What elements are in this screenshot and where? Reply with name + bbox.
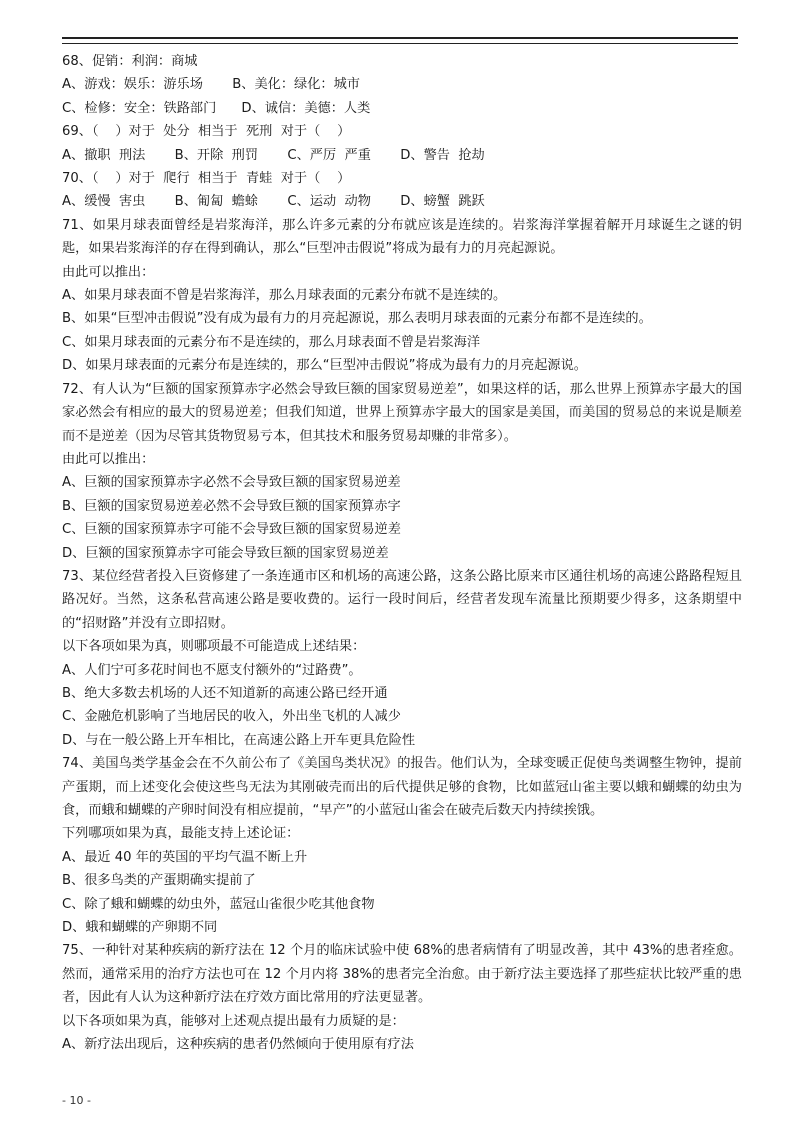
q73-stem: 73、某位经营者投入巨资修建了一条连通市区和机场的高速公路，这条公路比原来市区通往机场的高速公路路程短且路况好。当然，这条私营高速公路是要收费的。运行一段时间后，经营者发现车流量比预期要少得多，这条期望中的“招财路”并没有立即招财。 xyxy=(62,568,742,631)
q69-stem: 69、（ ）对于 处分 相当于 死刑 对于（ ） xyxy=(62,124,351,140)
q71-option-d: D、如果月球表面的元素分布是连续的，那么“巨型冲击假说”将成为最有力的月亮起源说。 xyxy=(62,358,587,374)
page-number: - 10 - xyxy=(62,1094,91,1107)
q73-option-a: A、人们宁可多花时间也不愿支付额外的“过路费”。 xyxy=(62,662,362,678)
q74-option-c: C、除了蛾和蝴蝶的幼虫外，蓝冠山雀很少吃其他食物 xyxy=(62,896,375,912)
q72-option-d: D、巨额的国家预算赤字可能会导致巨额的国家贸易逆差 xyxy=(62,545,389,561)
q74-option-d: D、蛾和蝴蝶的产卵期不同 xyxy=(62,920,218,936)
q73-option-d: D、与在一般公路上开车相比，在高速公路上开车更具危险性 xyxy=(62,732,416,748)
q72-prompt: 由此可以推出： xyxy=(62,451,155,467)
header-rule-thick xyxy=(62,37,738,39)
q71-option-b: B、如果“巨型冲击假说”没有成为最有力的月亮起源说，那么表明月球表面的元素分布都不是连续的。 xyxy=(62,311,652,327)
q74-option-b: B、很多鸟类的产蛋期确实提前了 xyxy=(62,873,256,889)
q75-prompt: 以下各项如果为真，能够对上述观点提出最有力质疑的是： xyxy=(62,1013,405,1029)
header-rule-thin xyxy=(62,43,738,44)
q68-options-cd: C、检修：安全：铁路部门 D、诚信：美德：人类 xyxy=(62,100,371,116)
q74-stem: 74、美国鸟类学基金会在不久前公布了《美国鸟类状况》的报告。他们认为，全球变暖正促使鸟类调整生物钟，提前产蛋期，而上述变化会使这些鸟无法为其刚破壳而出的后代提供足够的食物，比如蓝冠山雀主要以蛾和蝴蝶的幼虫为食，而蛾和蝴蝶的产卵时间没有相应提前，“早产”的小蓝冠山雀会在破壳后数天内持续挨饿。 xyxy=(62,756,742,818)
q73-option-b: B、绝大多数去机场的人还不知道新的高速公路已经开通 xyxy=(62,685,388,701)
q71-prompt: 由此可以推出： xyxy=(62,264,155,280)
q73-prompt: 以下各项如果为真，则哪项最不可能造成上述结果： xyxy=(62,639,366,655)
q75-stem: 75、一种针对某种疾病的新疗法在 12 个月的临床试验中使 68%的患者病情有了明显改善，其中 43%的患者痊愈。然而，通常采用的治疗方法也可在 12 个月内将 38%的患者完全治愈。由于新疗法主要选择了那些症状比较严重的患者，因此有人认为这种新疗法在疗效方面比常用的疗法更显著。 xyxy=(62,943,742,1006)
q72-stem: 72、有人认为“巨额的国家预算赤字必然会导致巨额的国家贸易逆差”，如果这样的话，那么世界上预算赤字最大的国家必然会有相应的最大的贸易逆差；但我们知道，世界上预算赤字最大的国家是美国，而美国的贸易总的来说是顺差而不是逆差（因为尽管其货物贸易亏本，但其技术和服务贸易却赚的非常多）。 xyxy=(62,381,742,444)
q74-option-a: A、最近 40 年的英国的平均气温不断上升 xyxy=(62,849,308,865)
q68-stem: 68、促销：利润：商城 xyxy=(62,54,198,69)
q71-option-c: C、如果月球表面的元素分布不是连续的，那么月球表面不曾是岩浆海洋 xyxy=(62,334,481,350)
q68-options-ab: A、游戏：娱乐：游乐场 B、美化：绿化：城市 xyxy=(62,77,360,93)
q73-option-c: C、金融危机影响了当地居民的收入，外出坐飞机的人减少 xyxy=(62,709,401,725)
q72-option-c: C、巨额的国家预算赤字可能不会导致巨额的国家贸易逆差 xyxy=(62,522,401,538)
q75-option-a: A、新疗法出现后，这种疾病的患者仍然倾向于使用原有疗法 xyxy=(62,1037,414,1053)
q69-options: A、撤职 刑法 B、开除 刑罚 C、严厉 严重 D、警告 抢劫 xyxy=(62,147,485,163)
q72-option-b: B、巨额的国家贸易逆差必然不会导致巨额的国家预算赤字 xyxy=(62,498,401,514)
q71-stem: 71、如果月球表面曾经是岩浆海洋，那么许多元素的分布就应该是连续的。岩浆海洋掌握着解开月球诞生之谜的钥匙，如果岩浆海洋的存在得到确认，那么“巨型冲击假说”将成为最有力的月亮起源说。 xyxy=(62,217,742,257)
q70-options: A、缓慢 害虫 B、匍匐 蟾蜍 C、运动 动物 D、螃蟹 跳跃 xyxy=(62,194,485,210)
q72-option-a: A、巨额的国家预算赤字必然不会导致巨额的国家贸易逆差 xyxy=(62,475,401,491)
q74-prompt: 下列哪项如果为真，最能支持上述论证： xyxy=(62,826,300,842)
q71-option-a: A、如果月球表面不曾是岩浆海洋，那么月球表面的元素分布就不是连续的。 xyxy=(62,288,507,304)
page-content xyxy=(62,50,742,1056)
q70-stem: 70、（ ）对于 爬行 相当于 青蛙 对于（ ） xyxy=(62,171,351,187)
